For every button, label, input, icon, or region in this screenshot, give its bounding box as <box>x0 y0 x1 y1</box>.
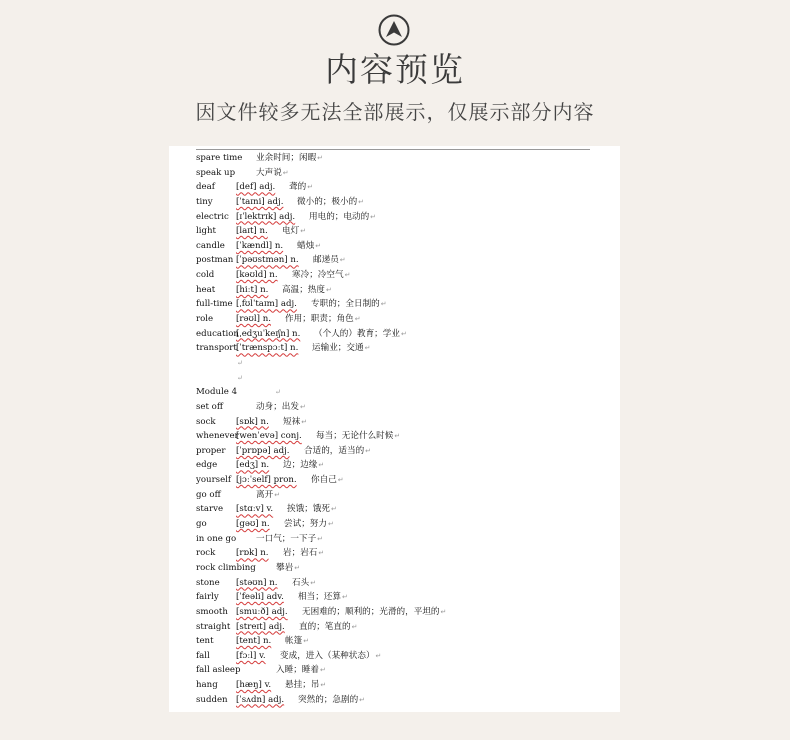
paragraph-mark-icon: ↵ <box>237 358 243 367</box>
list-item <box>196 239 612 254</box>
paragraph-mark-icon: ↵ <box>327 520 334 529</box>
paragraph-mark-icon: ↵ <box>394 432 401 441</box>
entry-phonetic: [jɔːˈself] pron. <box>236 475 297 486</box>
paragraph-mark-icon: ↵ <box>317 154 324 162</box>
entry-meaning: 合适的，适当的↵ <box>304 445 372 456</box>
entry-phonetic: [kəʊld] n. <box>236 270 278 281</box>
entry-phonetic: [stəʊn] n. <box>236 577 278 588</box>
list-item <box>196 268 612 283</box>
paragraph-mark-icon: ↵ <box>300 227 307 236</box>
entry-meaning: 变成，进入（某种状态）↵ <box>280 650 382 661</box>
entry-word: hang <box>196 680 218 691</box>
paragraph-mark-icon: ↵ <box>358 197 365 206</box>
list-item <box>196 473 612 488</box>
paragraph-mark-icon: ↵ <box>400 329 407 338</box>
list-item <box>196 415 612 430</box>
entry-phonetic: [ˈprɒpə] adj. <box>236 445 290 456</box>
entry-meaning: 你自己↵ <box>311 475 344 486</box>
paragraph-mark-icon: ↵ <box>344 271 351 280</box>
list-item <box>196 458 612 473</box>
entry-phonetic: [laɪt] n. <box>236 226 268 237</box>
entry-phonetic: [stɑːv] v. <box>236 504 274 515</box>
paragraph-mark-icon: ↵ <box>315 241 322 250</box>
entry-meaning: 离开↵ <box>256 489 281 500</box>
entry-phonetic: [hiːt] n. <box>236 284 269 295</box>
paragraph-mark-icon: ↵ <box>330 505 337 514</box>
entry-meaning: 边；边缘↵ <box>283 460 325 471</box>
list-item <box>196 327 612 342</box>
paragraph-mark-icon: ↵ <box>307 183 314 192</box>
entry-phonetic: [ˌfʊlˈtaɪm] adj. <box>236 299 297 310</box>
entry-meaning: 动身；出发↵ <box>256 401 306 412</box>
entry-word: fall asleep <box>196 665 241 676</box>
entry-phonetic: [ˈsʌdn] adj. <box>236 694 285 705</box>
paragraph-mark-icon: ↵ <box>301 417 308 426</box>
entry-word: tent <box>196 636 214 647</box>
entry-word: stone <box>196 577 220 588</box>
entry-phonetic: [ˌedʒuˈkeɪʃn] n. <box>236 328 301 339</box>
vocabulary-list <box>196 151 612 707</box>
entry-phonetic: [ˈtaɪni] adj. <box>236 196 284 207</box>
paragraph-mark-icon: ↵ <box>351 622 358 631</box>
entry-meaning: 直的；笔直的↵ <box>299 621 358 632</box>
paragraph-mark-icon: ↵ <box>274 490 281 499</box>
entry-word: yourself <box>196 475 232 486</box>
list-item <box>196 517 612 532</box>
entry-meaning: 无困难的；顺利的；光滑的，平坦的↵ <box>302 606 447 617</box>
entry-word: deaf <box>196 182 215 193</box>
entry-word: go off <box>196 489 221 500</box>
entry-word: smooth <box>196 606 228 617</box>
entry-word: sudden <box>196 694 228 705</box>
list-item <box>196 195 612 210</box>
entry-word: heat <box>196 284 216 295</box>
list-item <box>196 400 612 415</box>
list-item <box>196 210 612 225</box>
entry-meaning: 用电的；电动的↵ <box>309 211 377 222</box>
entry-phonetic: [ˈkændl] n. <box>236 240 284 251</box>
entry-meaning: 帐篷↵ <box>285 636 310 647</box>
entry-phonetic: [smuːð] adj. <box>236 606 288 617</box>
list-item <box>196 576 612 591</box>
entry-word: go <box>196 519 207 530</box>
entry-word: education <box>196 328 239 339</box>
paragraph-mark-icon: ↵ <box>320 681 327 690</box>
entry-meaning: 寒冷；冷空气↵ <box>292 270 351 281</box>
entry-phonetic: [fɔːl] v. <box>236 650 266 661</box>
list-item <box>196 590 612 605</box>
list-item <box>196 341 612 356</box>
entry-meaning: 专职的；全日制的↵ <box>311 299 387 310</box>
entry-phonetic: [wenˈevə] conj. <box>236 431 302 442</box>
entry-meaning: 入睡；睡着↵ <box>276 665 326 676</box>
entry-meaning: 一口气；一下子↵ <box>256 533 324 544</box>
entry-meaning: 悬挂；吊↵ <box>285 680 327 691</box>
list-item <box>196 356 612 371</box>
list-item <box>196 663 612 678</box>
paragraph-mark-icon: ↵ <box>319 666 326 675</box>
list-item <box>196 561 612 576</box>
list-item <box>196 444 612 459</box>
entry-word: spare time <box>196 153 243 163</box>
entry-meaning: 业余时间；闲暇↵ <box>256 153 324 163</box>
list-item <box>196 180 612 195</box>
list-item <box>196 634 612 649</box>
list-item <box>196 488 612 503</box>
entry-phonetic: [ˈtrænspɔːt] n. <box>236 343 299 354</box>
list-item <box>196 693 612 708</box>
entry-word: whenever <box>196 431 239 442</box>
entry-word: light <box>196 226 216 237</box>
paragraph-mark-icon: ↵ <box>317 534 324 543</box>
paragraph-mark-icon: ↵ <box>440 607 447 616</box>
entry-meaning: 高温；热度↵ <box>282 284 332 295</box>
entry-meaning: 攀岩↵ <box>276 562 301 573</box>
paragraph-mark-icon: ↵ <box>380 300 387 309</box>
entry-word: speak up <box>196 167 236 178</box>
entry-meaning: 石头↵ <box>292 577 317 588</box>
entry-word: cold <box>196 270 215 281</box>
list-item <box>196 224 612 239</box>
paragraph-mark-icon: ↵ <box>365 446 372 455</box>
list-item <box>196 532 612 547</box>
entry-word: role <box>196 314 214 325</box>
entry-word: straight <box>196 621 231 632</box>
paragraph-mark-icon: ↵ <box>337 476 344 485</box>
list-item <box>196 649 612 664</box>
paragraph-mark-icon: ↵ <box>237 373 243 382</box>
entry-word: starve <box>196 504 224 515</box>
entry-meaning: 岩；岩石↵ <box>283 548 325 559</box>
entry-meaning: 聋的↵ <box>289 182 314 193</box>
entry-word: postman <box>196 255 234 266</box>
entry-meaning: 挨饿；饿死↵ <box>287 504 337 515</box>
entry-phonetic: [rəʊl] n. <box>236 314 271 325</box>
entry-phonetic: [sɒk] n. <box>236 416 269 427</box>
entry-meaning: 作用；职责；角色↵ <box>285 314 361 325</box>
entry-word: set off <box>196 401 223 412</box>
entry-word: transport <box>196 343 237 354</box>
paragraph-mark-icon: ↵ <box>299 402 306 411</box>
paragraph-mark-icon: ↵ <box>325 285 332 294</box>
paragraph-mark-icon: ↵ <box>341 593 348 602</box>
entry-phonetic: [ɪˈlektrɪk] adj. <box>236 211 296 222</box>
entry-meaning: 短袜↵ <box>283 416 308 427</box>
entry-meaning: （个人的）教育；学业↵ <box>314 328 407 339</box>
list-item <box>196 151 612 166</box>
paragraph-mark-icon: ↵ <box>354 315 361 324</box>
list-item <box>196 253 612 268</box>
entry-phonetic: [rɒk] n. <box>236 548 269 559</box>
list-item <box>196 502 612 517</box>
entry-word: full-time <box>196 299 233 310</box>
document-preview <box>169 146 620 712</box>
entry-meaning: 大声说↵ <box>256 167 289 178</box>
entry-phonetic: [edʒ] n. <box>236 460 270 471</box>
entry-meaning: 尝试；努力↵ <box>284 519 334 530</box>
paragraph-mark-icon: ↵ <box>275 388 281 397</box>
paragraph-mark-icon: ↵ <box>310 578 317 587</box>
entry-meaning: 突然的；急剧的↵ <box>298 694 366 705</box>
list-item <box>196 283 612 298</box>
entry-word: tiny <box>196 196 213 207</box>
paragraph-mark-icon: ↵ <box>364 344 371 353</box>
entry-word: rock climbing <box>196 562 256 573</box>
page-header-rule <box>196 149 590 150</box>
entry-word: candle <box>196 240 225 251</box>
entry-meaning: 每当；无论什么时候↵ <box>316 431 401 442</box>
entry-phonetic: [gəʊ] n. <box>236 519 270 530</box>
page-title: 内容预览 <box>325 50 465 89</box>
paragraph-mark-icon: ↵ <box>339 256 346 265</box>
entry-word: rock <box>196 548 216 559</box>
entry-word: edge <box>196 460 218 471</box>
list-item <box>196 297 612 312</box>
list-item <box>196 429 612 444</box>
entry-meaning: 微小的；极小的↵ <box>297 196 365 207</box>
page-subtitle: 因文件较多无法全部展示，仅展示部分内容 <box>195 100 595 124</box>
entry-meaning: 相当；还算↵ <box>298 592 348 603</box>
list-item <box>196 678 612 693</box>
entry-phonetic: [tent] n. <box>236 636 272 647</box>
list-item <box>196 385 612 400</box>
list-item <box>196 166 612 181</box>
entry-phonetic: [def] adj. <box>236 182 276 193</box>
entry-word: proper <box>196 445 226 456</box>
entry-phonetic: [ˈfeəli] adv. <box>236 592 284 603</box>
list-item <box>196 371 612 386</box>
list-item <box>196 546 612 561</box>
compass-arrow-icon <box>378 14 410 46</box>
paragraph-mark-icon: ↵ <box>375 651 382 660</box>
entry-word: fall <box>196 650 210 661</box>
paragraph-mark-icon: ↵ <box>318 549 325 558</box>
paragraph-mark-icon: ↵ <box>370 212 377 221</box>
entry-word: sock <box>196 416 216 427</box>
paragraph-mark-icon: ↵ <box>359 695 366 704</box>
paragraph-mark-icon: ↵ <box>282 168 289 177</box>
entry-phonetic: [hæŋ] v. <box>236 680 272 691</box>
entry-word: in one go <box>196 533 237 544</box>
entry-word: electric <box>196 211 229 222</box>
list-item <box>196 312 612 327</box>
paragraph-mark-icon: ↵ <box>303 637 310 646</box>
entry-word: fairly <box>196 592 219 603</box>
paragraph-mark-icon: ↵ <box>294 563 301 572</box>
list-item <box>196 620 612 635</box>
entry-meaning: 电灯↵ <box>282 226 307 237</box>
entry-phonetic: [streɪt] adj. <box>236 621 285 632</box>
list-item <box>196 605 612 620</box>
entry-phonetic: [ˈpəʊstmən] n. <box>236 255 299 266</box>
entry-word: Module 4 ↵ <box>196 387 281 398</box>
entry-meaning: 蜡烛↵ <box>297 240 322 251</box>
entry-meaning: 邮递员↵ <box>313 255 346 266</box>
paragraph-mark-icon: ↵ <box>318 461 325 470</box>
entry-meaning: 运输业；交通↵ <box>312 343 371 354</box>
